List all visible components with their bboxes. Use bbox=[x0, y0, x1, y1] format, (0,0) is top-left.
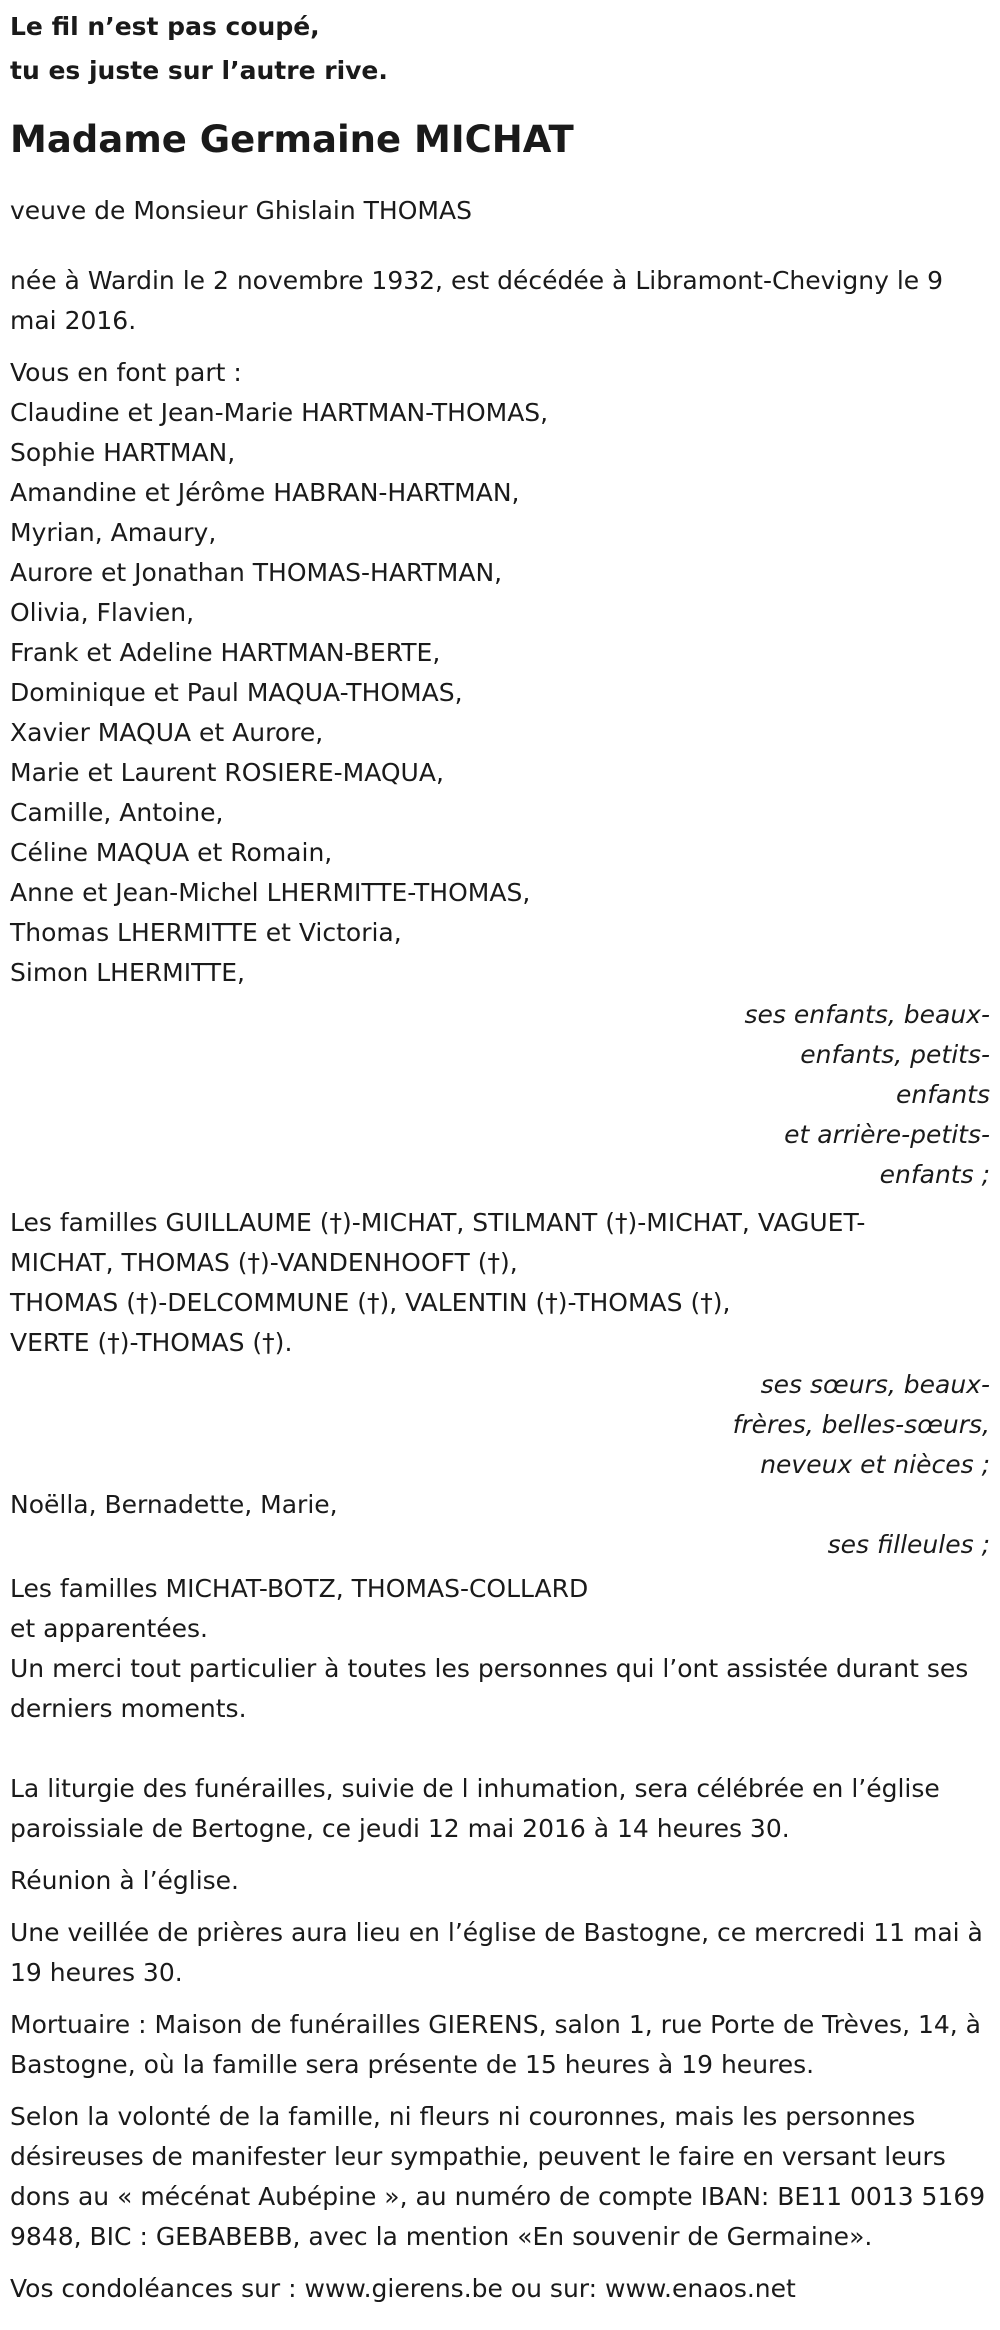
other-families-line: Les familles MICHAT-BOTZ, THOMAS-COLLARD bbox=[10, 1574, 589, 1603]
list-item: Xavier MAQUA et Aurore, bbox=[10, 718, 324, 747]
meeting-text: Réunion à l’église. bbox=[10, 1866, 240, 1895]
spouse-line: veuve de Monsieur Ghislain THOMAS bbox=[10, 196, 472, 225]
relation-text: ses filleules ; bbox=[827, 1530, 990, 1559]
relation-text: ses sœurs, beaux-frères, belles-sœurs, bbox=[732, 1370, 990, 1439]
goddaughters-line: Noëlla, Bernadette, Marie, bbox=[10, 1490, 338, 1519]
list-item: Camille, Antoine, bbox=[10, 798, 224, 827]
list-item: Sophie HARTMAN, bbox=[10, 438, 236, 467]
list-item: Amandine et Jérôme HABRAN-HARTMAN, bbox=[10, 478, 520, 507]
other-families-line: et apparentées. bbox=[10, 1614, 208, 1643]
children-relation bbox=[10, 995, 990, 1195]
list-item: Olivia, Flavien, bbox=[10, 598, 195, 627]
epigraph-line: Le fil n’est pas coupé, bbox=[10, 12, 320, 41]
list-item: Myrian, Amaury, bbox=[10, 518, 217, 547]
list-item: Simon LHERMITTE, bbox=[10, 958, 245, 987]
relation-text: et arrière-petits-enfants ; bbox=[784, 1120, 990, 1189]
list-item: Anne et Jean-Michel LHERMITTE-THOMAS, bbox=[10, 878, 531, 907]
list-item: Aurore et Jonathan THOMAS-HARTMAN, bbox=[10, 558, 503, 587]
vigil-text: Une veillée de prières aura lieu en l’église de Bastogne, ce mercredi 11 mai à 19 heures 30. bbox=[10, 1918, 983, 1987]
families-line: VERTE (†)-THOMAS (†). bbox=[10, 1328, 293, 1357]
list-item: Céline MAQUA et Romain, bbox=[10, 838, 333, 867]
deceased-name: Madame Germaine MICHAT bbox=[10, 118, 574, 161]
list-item: Claudine et Jean-Marie HARTMAN-THOMAS, bbox=[10, 398, 549, 427]
list-item: Frank et Adeline HARTMAN-BERTE, bbox=[10, 638, 441, 667]
relation-text: ses enfants, beaux-enfants, petits-enfants bbox=[744, 1000, 990, 1109]
funeral-text: La liturgie des funérailles, suivie de l inhumation, sera célébrée en l’église paroissiale de Bertogne, ce jeudi 12 mai 2016 à 14 heures 30. bbox=[10, 1774, 940, 1843]
families-line: MICHAT, THOMAS (†)-VANDENHOOFT (†), bbox=[10, 1248, 518, 1277]
epigraph-line: tu es juste sur l’autre rive. bbox=[10, 56, 388, 85]
announce-intro: Vous en font part : bbox=[10, 358, 242, 387]
goddaughters-relation bbox=[10, 1525, 990, 1565]
families-block bbox=[10, 1203, 990, 1363]
condolences-text: Vos condoléances sur : www.gierens.be ou sur: www.enaos.net bbox=[10, 2274, 796, 2303]
families-line: Les familles GUILLAUME (†)-MICHAT, STILMANT (†)-MICHAT, VAGUET- bbox=[10, 1208, 866, 1237]
mortuary-text: Mortuaire : Maison de funérailles GIERENS, salon 1, rue Porte de Trèves, 14, à Bastogne, où la famille sera présente de 15 heures à 19 heures. bbox=[10, 2010, 981, 2079]
epigraph bbox=[10, 0, 990, 93]
list-item: Dominique et Paul MAQUA-THOMAS, bbox=[10, 678, 463, 707]
flowers-text: Selon la volonté de la famille, ni fleurs ni couronnes, mais les personnes désireuses de manifester leur sympathie, peuvent le faire en versant leurs dons au « mécénat Aubépine », au numéro de compte IBAN: BE11 0013 5169 9848, BIC : GEBABEBB, avec la mention «En souvenir de Germaine». bbox=[10, 2102, 986, 2251]
thanks-text: Un merci tout particulier à toutes les personnes qui l’ont assistée durant ses derniers moments. bbox=[10, 1654, 969, 1723]
relation-text: neveux et nièces ; bbox=[760, 1450, 990, 1479]
list-item: Thomas LHERMITTE et Victoria, bbox=[10, 918, 402, 947]
birth-death-text: née à Wardin le 2 novembre 1932, est décédée à Libramont-Chevigny le 9 mai 2016. bbox=[10, 266, 944, 335]
list-item: Marie et Laurent ROSIERE-MAQUA, bbox=[10, 758, 444, 787]
families-relation bbox=[10, 1365, 990, 1485]
families-line: THOMAS (†)-DELCOMMUNE (†), VALENTIN (†)-THOMAS (†), bbox=[10, 1288, 731, 1317]
children-list bbox=[10, 393, 990, 993]
